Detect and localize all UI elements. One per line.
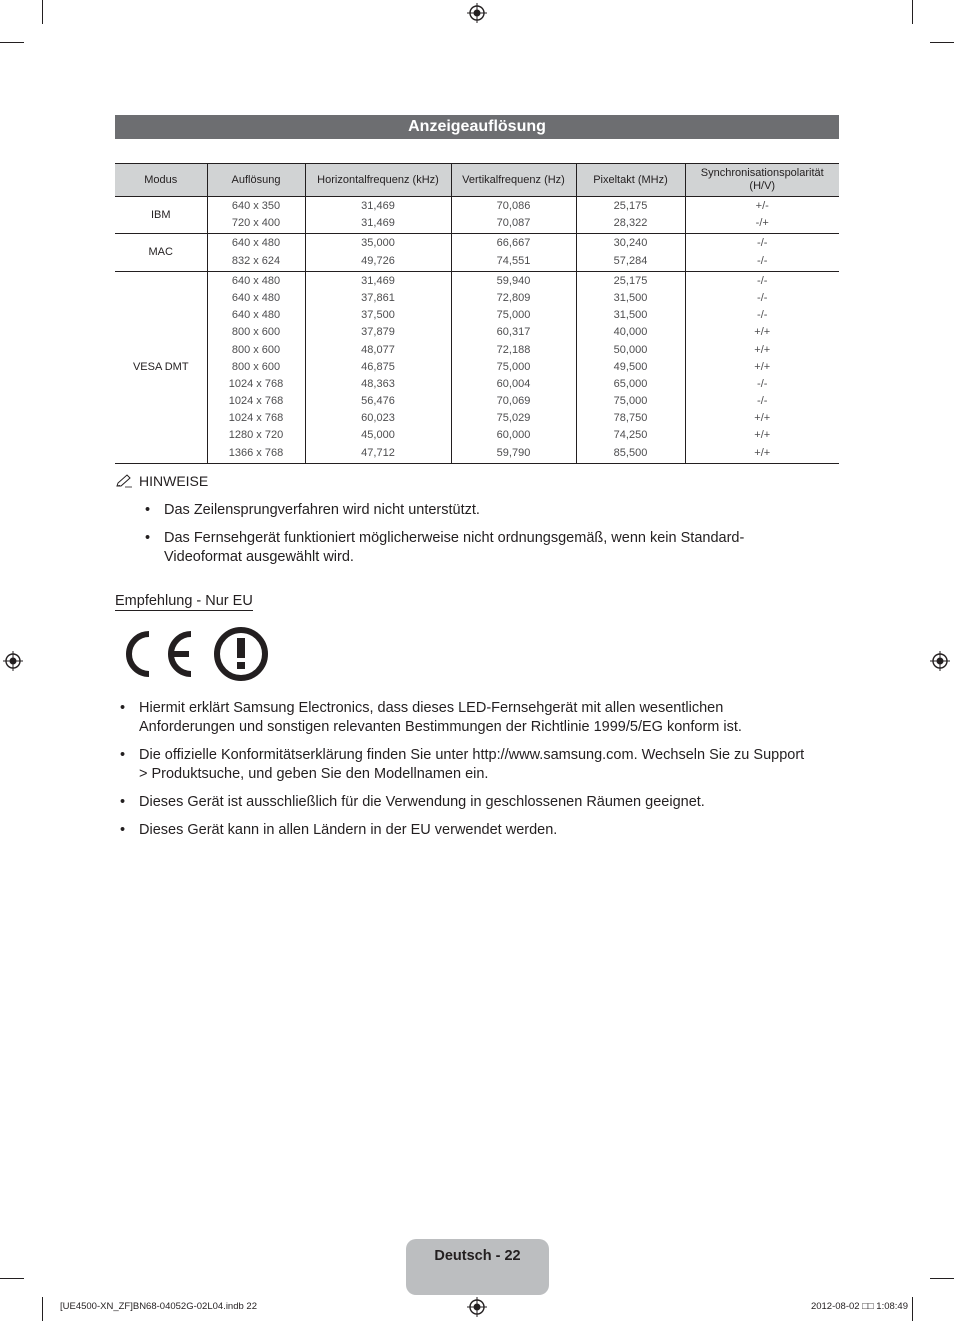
cell-value: 85,500 — [613, 446, 648, 459]
pixelclock-cell — [576, 271, 685, 463]
list-item: • Dieses Gerät kann in allen Ländern in der EU verwendet werden. — [115, 821, 815, 840]
notes-heading-label: HINWEISE — [139, 473, 209, 489]
cell-value: 640 x 350 — [231, 200, 281, 212]
cell-value: -/- — [757, 377, 768, 390]
cell-value: 75,000 — [496, 309, 531, 322]
cell-value: 800 x 600 — [231, 343, 281, 356]
cell-value: 28,322 — [613, 217, 648, 230]
section-title: Anzeigeauflösung — [115, 115, 839, 139]
vfreq-cell — [451, 271, 576, 463]
pixelclock-cell — [576, 197, 685, 234]
cell-value: 65,000 — [613, 377, 648, 390]
cell-value: 31,469 — [361, 200, 395, 212]
pixelclock-cell — [576, 234, 685, 271]
cell-value: 720 x 400 — [231, 217, 281, 230]
cell-value: 37,879 — [361, 326, 395, 339]
cell-value: -/- — [757, 254, 768, 267]
column-header-polarity: Synchronisationspolarität (H/V) — [685, 164, 839, 197]
file-info: [UE4500-XN_ZF]BN68-04052G-02L04.indb 22 — [60, 1301, 257, 1312]
cell-value: +/+ — [754, 412, 771, 425]
cell-value: -/- — [757, 291, 768, 304]
cell-value: 31,469 — [361, 217, 395, 230]
cell-value: 74,551 — [496, 254, 531, 267]
resolution-cell — [207, 271, 305, 463]
crop-mark — [0, 1278, 24, 1279]
cell-value: 60,000 — [496, 429, 531, 442]
vfreq-cell — [451, 234, 576, 271]
cell-value: -/+ — [755, 217, 769, 230]
cell-value: 37,861 — [361, 291, 395, 304]
list-item: • Das Zeilensprungverfahren wird nicht unterstützt. — [140, 501, 800, 520]
resolution-table — [115, 163, 839, 464]
page-number-label: Deutsch - 22 — [434, 1248, 521, 1264]
resolution-cell — [207, 197, 305, 234]
column-header-pixelclock: Pixeltakt (MHz) — [576, 164, 685, 197]
cell-value: +/- — [755, 200, 769, 212]
cell-value: +/+ — [754, 343, 771, 356]
crop-mark — [42, 0, 43, 24]
cell-value: 75,000 — [496, 360, 531, 373]
cell-value: -/- — [757, 395, 768, 408]
registration-mark-icon — [930, 651, 950, 671]
cell-value: 46,875 — [361, 360, 395, 373]
cell-value: 74,250 — [613, 429, 648, 442]
cell-value: 49,726 — [361, 254, 395, 267]
cell-value: 48,077 — [361, 343, 395, 356]
cell-value: 56,476 — [361, 395, 395, 408]
list-item: • Dieses Gerät ist ausschließlich für die Verwendung in geschlossenen Räumen geeignet. — [115, 793, 815, 812]
table-row — [115, 271, 839, 463]
registration-mark-icon — [467, 3, 487, 23]
cell-value: 31,500 — [613, 291, 648, 304]
cell-value: -/- — [757, 274, 768, 287]
table-header-row — [115, 164, 839, 197]
cell-value: -/- — [757, 309, 768, 322]
pencil-icon — [115, 474, 133, 488]
cell-value: 25,175 — [613, 274, 648, 287]
cell-value: 72,809 — [496, 291, 531, 304]
polarity-cell — [685, 197, 839, 234]
cell-value: 40,000 — [613, 326, 648, 339]
crop-mark — [42, 1297, 43, 1321]
vfreq-cell — [451, 197, 576, 234]
notes-list — [140, 501, 800, 576]
cell-value: 49,500 — [613, 360, 648, 373]
crop-mark — [930, 1278, 954, 1279]
polarity-cell — [685, 271, 839, 463]
cell-value: 45,000 — [361, 429, 395, 442]
cell-value: 59,940 — [496, 274, 531, 287]
resolution-cell — [207, 234, 305, 271]
cell-value: -/- — [757, 237, 768, 250]
cell-value: 1280 x 720 — [228, 429, 284, 442]
cell-value: 60,023 — [361, 412, 395, 425]
notes-heading — [115, 473, 208, 489]
cell-value: 70,069 — [496, 395, 531, 408]
cell-value: 37,500 — [361, 309, 395, 322]
recommendation-heading: Empfehlung - Nur EU — [115, 593, 253, 609]
cell-value: 59,790 — [496, 446, 531, 459]
cell-value: 70,086 — [496, 200, 531, 212]
table-body — [115, 197, 839, 464]
cell-value: 1366 x 768 — [228, 446, 284, 459]
cell-value: 1024 x 768 — [228, 377, 284, 390]
table-row — [115, 197, 839, 234]
cell-value: 25,175 — [613, 200, 648, 212]
cell-value: 72,188 — [496, 343, 531, 356]
cell-value: 57,284 — [613, 254, 648, 267]
cell-value: 30,240 — [613, 237, 648, 250]
cell-value: 640 x 480 — [231, 237, 281, 250]
cell-value: 640 x 480 — [231, 309, 281, 322]
page-number-tab — [406, 1239, 549, 1295]
cell-value: 50,000 — [613, 343, 648, 356]
cell-value: 640 x 480 — [231, 291, 281, 304]
hfreq-cell — [305, 234, 451, 271]
list-item: • Hiermit erklärt Samsung Electronics, dass dieses LED-Fernsehgerät mit allen wesentlichen Anforderungen und sonstigen relevanten Bestimmungen der Richtlinie 1999/5/EG konform ist. — [115, 699, 815, 737]
crop-mark — [0, 42, 24, 43]
crop-mark — [912, 1297, 913, 1321]
cell-value: 60,317 — [496, 326, 531, 339]
cell-value: 66,667 — [496, 237, 531, 250]
cell-value: 31,469 — [361, 274, 395, 287]
ce-alert-mark-icon — [115, 624, 275, 684]
cell-value: 70,087 — [496, 217, 531, 230]
cell-value: 60,004 — [496, 377, 531, 390]
recommendation-list — [115, 699, 815, 849]
list-item: • Das Fernsehgerät funktioniert möglicherweise nicht ordnungsgemäß, wenn kein Standard-Videoformat ausgewählt wird. — [140, 529, 800, 567]
cell-value: 35,000 — [361, 237, 395, 250]
mode-cell: IBM — [115, 197, 207, 234]
polarity-cell — [685, 234, 839, 271]
cell-value: 1024 x 768 — [228, 395, 284, 408]
table-row — [115, 234, 839, 271]
cell-value: +/+ — [754, 360, 771, 373]
registration-mark-icon — [467, 1297, 487, 1317]
registration-mark-icon — [3, 651, 23, 671]
cell-value: 800 x 600 — [231, 326, 281, 339]
crop-mark — [930, 42, 954, 43]
cell-value: 78,750 — [613, 412, 648, 425]
crop-mark — [912, 0, 913, 24]
cell-value: 31,500 — [613, 309, 648, 322]
cell-value: 1024 x 768 — [228, 412, 284, 425]
cell-value: 640 x 480 — [231, 274, 281, 287]
cell-value: 75,000 — [613, 395, 648, 408]
mode-cell: VESA DMT — [115, 271, 207, 463]
cell-value: +/+ — [754, 326, 771, 339]
hfreq-cell — [305, 197, 451, 234]
column-header-vfreq: Vertikalfrequenz (Hz) — [451, 164, 576, 197]
column-header-resolution: Auflösung — [207, 164, 305, 197]
print-timestamp: 2012-08-02 □□ 1:08:49 — [810, 1301, 908, 1312]
cell-value: 832 x 624 — [231, 254, 281, 267]
cell-value: +/+ — [754, 429, 771, 442]
mode-cell: MAC — [115, 234, 207, 271]
column-header-hfreq: Horizontalfrequenz (kHz) — [305, 164, 451, 197]
cell-value: 75,029 — [496, 412, 531, 425]
cell-value: 48,363 — [361, 377, 395, 390]
list-item: • Die offizielle Konformitätserklärung finden Sie unter http://www.samsung.com. Wechseln Sie zu Support > Produktsuche, und geben Sie den Modellnamen ein. — [115, 746, 815, 784]
cell-value: 800 x 600 — [231, 360, 281, 373]
cell-value: 47,712 — [361, 446, 395, 459]
column-header-mode: Modus — [115, 164, 207, 197]
cell-value: +/+ — [754, 446, 771, 459]
hfreq-cell — [305, 271, 451, 463]
